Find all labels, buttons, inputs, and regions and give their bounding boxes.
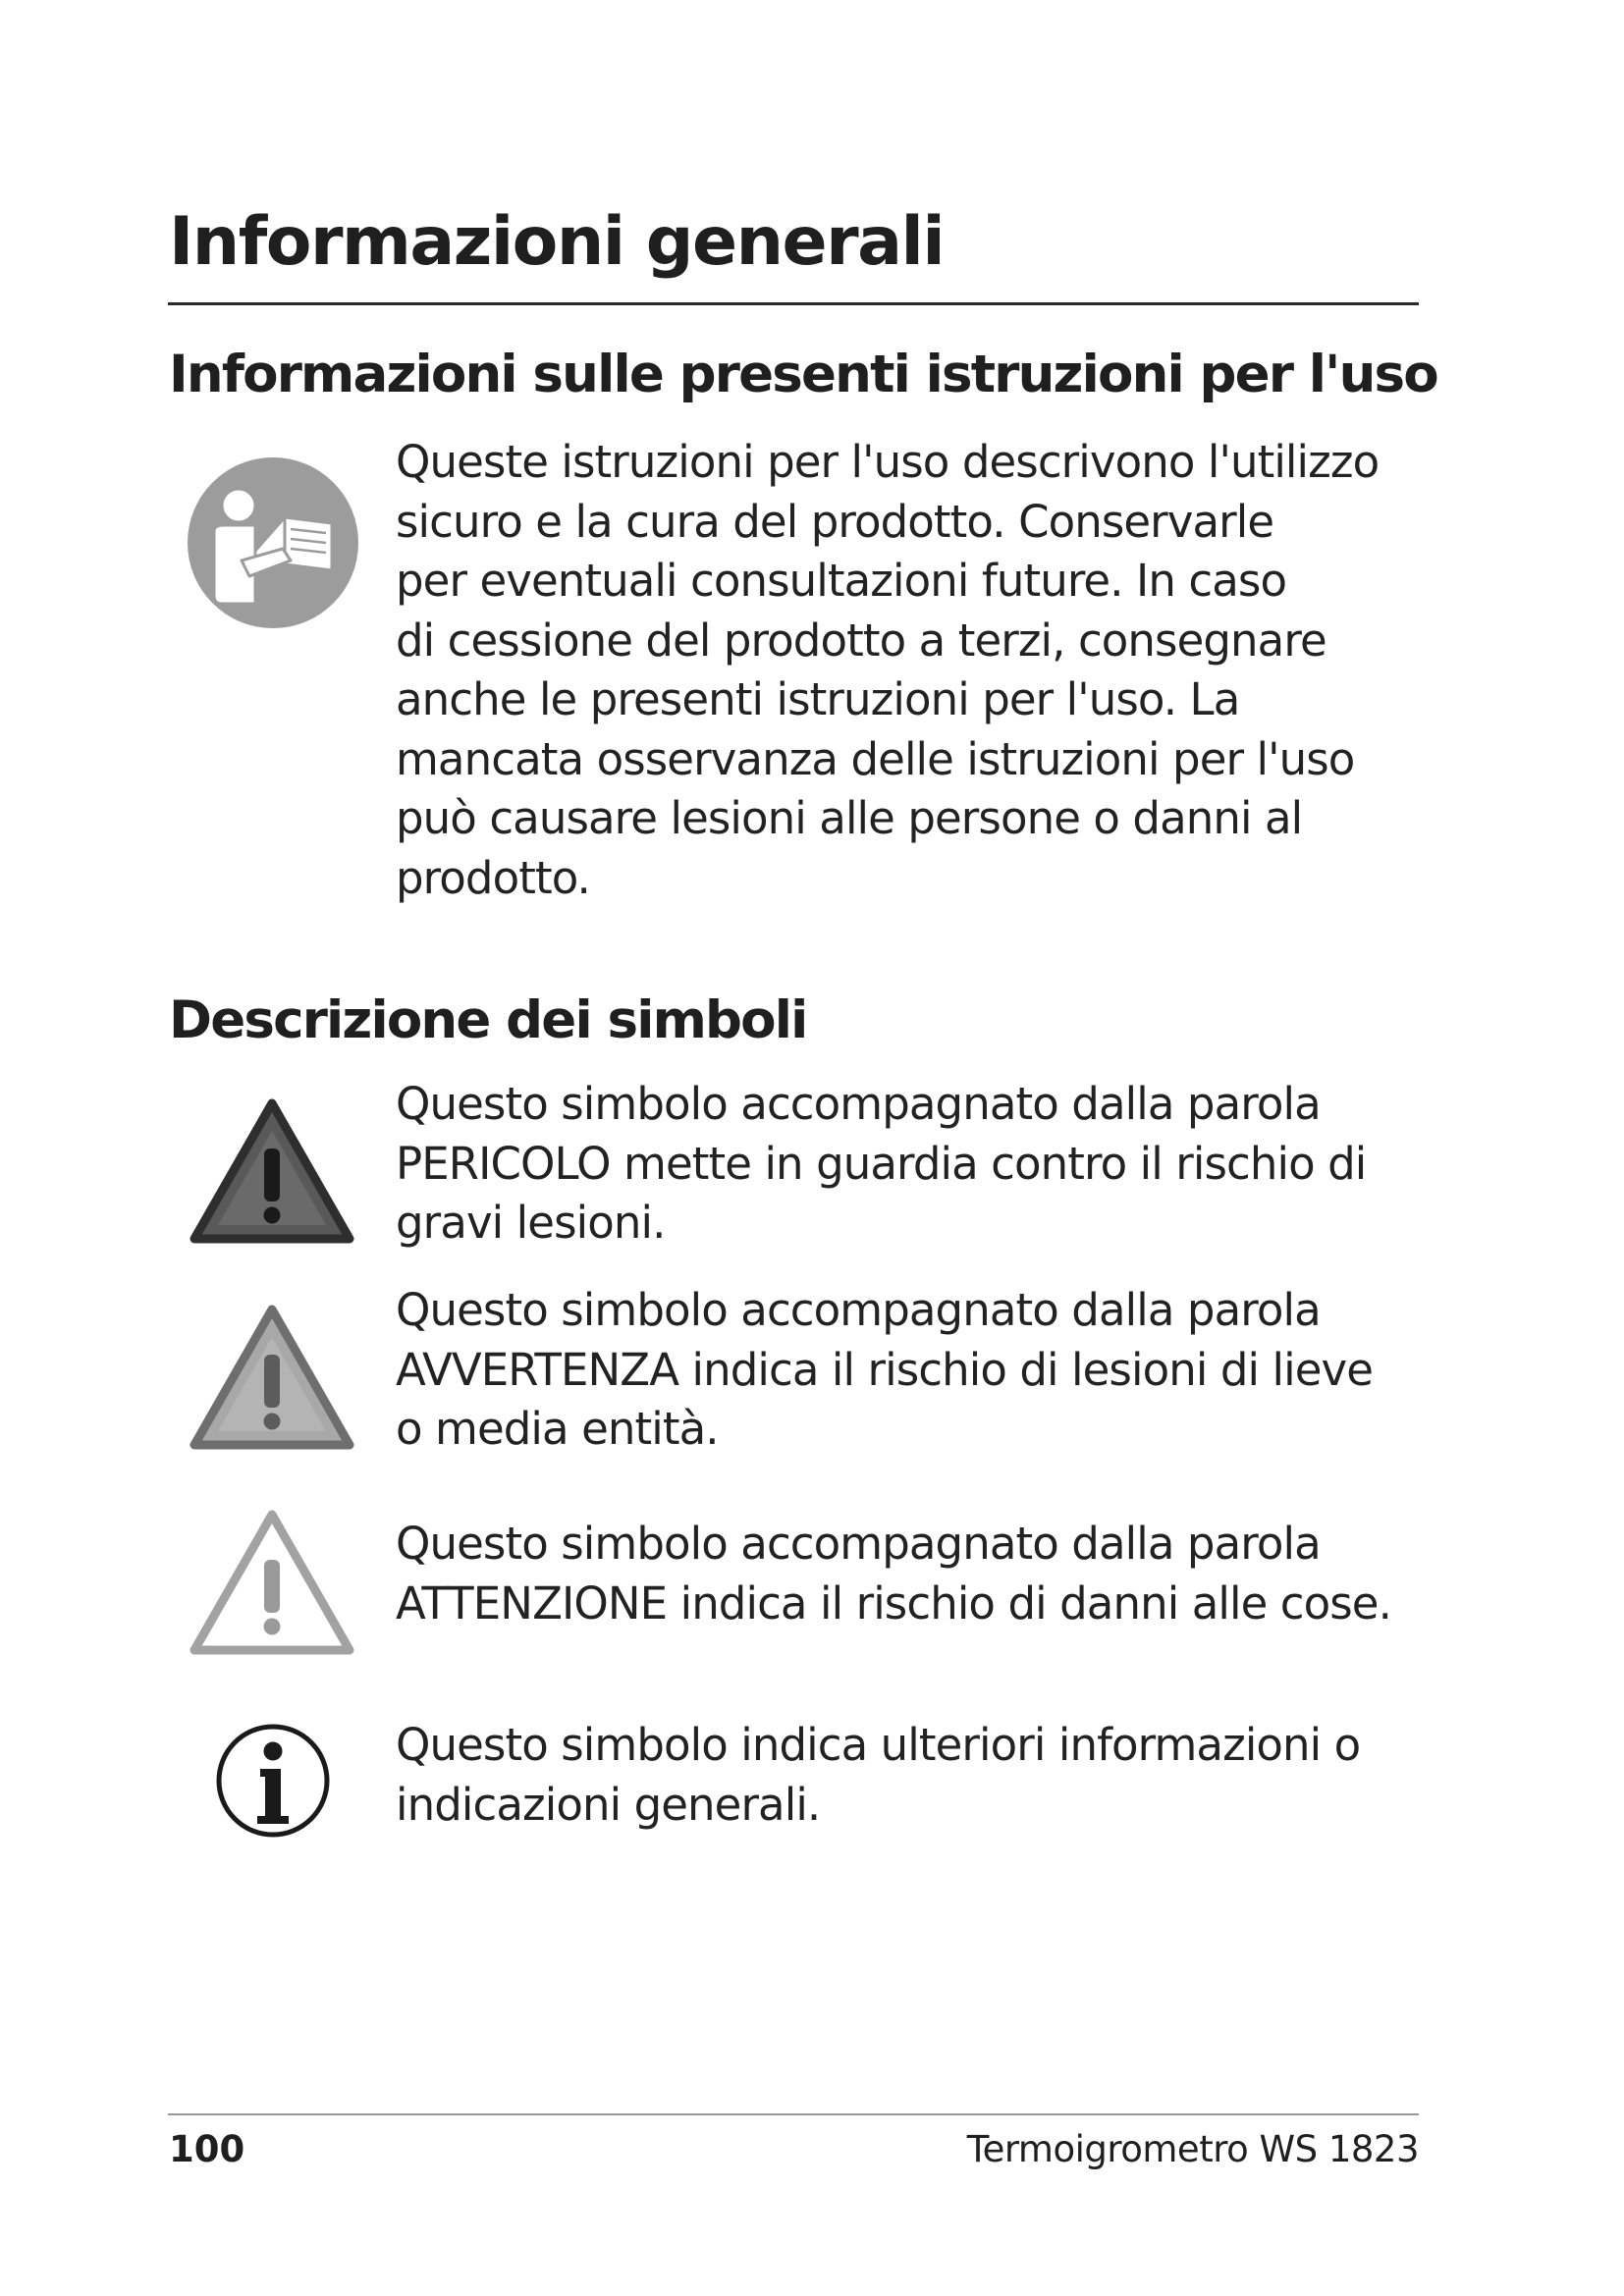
- danger-description: [396, 1075, 1366, 1254]
- footer-divider: [168, 2113, 1419, 2115]
- text-line: gravi lesioni.: [396, 1197, 666, 1249]
- text-line: Questo simbolo accompagnato dalla parola: [396, 1284, 1321, 1336]
- text-line: anche le presenti istruzioni per l'uso. La: [396, 673, 1240, 725]
- text-line: per eventuali consultazioni future. In caso: [396, 555, 1287, 607]
- text-line: sicuro e la cura del prodotto. Conservarle: [396, 495, 1274, 548]
- text-line: Questo simbolo indica ulteriori informazioni o: [396, 1719, 1361, 1771]
- text-line: Questo simbolo accompagnato dalla parola: [396, 1518, 1321, 1570]
- info-description: [396, 1716, 1360, 1835]
- danger-triangle-icon: [189, 1097, 355, 1247]
- text-line: Questo simbolo accompagnato dalla parola: [396, 1078, 1321, 1130]
- warning-description: [396, 1281, 1373, 1460]
- caution-description: [396, 1515, 1391, 1633]
- page-number: 100: [169, 2128, 245, 2170]
- title-divider: [168, 302, 1419, 305]
- text-line: prodotto.: [396, 851, 590, 904]
- text-line: di cessione del prodotto a terzi, consegnare: [396, 614, 1326, 667]
- text-line: può causare lesioni alle persone o danni al: [396, 792, 1303, 844]
- text-line: PERICOLO mette in guardia contro il rischio di: [396, 1137, 1367, 1190]
- caution-triangle-icon: [189, 1509, 355, 1658]
- text-line: o media entità.: [396, 1403, 719, 1455]
- section-heading-instructions: Informazioni sulle presenti istruzioni per l'uso: [169, 345, 1437, 404]
- info-icon: [214, 1722, 332, 1840]
- read-manual-icon: [185, 454, 361, 631]
- text-line: Queste istruzioni per l'uso descrivono l'utilizzo: [396, 436, 1380, 488]
- section-heading-symbols: Descrizione dei simboli: [169, 990, 807, 1050]
- text-line: AVVERTENZA indica il rischio di lesioni di lieve: [396, 1343, 1374, 1396]
- text-line: ATTENZIONE indica il rischio di danni alle cose.: [396, 1576, 1391, 1629]
- text-line: indicazioni generali.: [396, 1778, 821, 1831]
- product-name: Termoigrometro WS 1823: [966, 2128, 1419, 2170]
- warning-triangle-icon: [189, 1304, 355, 1453]
- instructions-paragraph: [396, 433, 1379, 908]
- text-line: mancata osservanza delle istruzioni per l'uso: [396, 732, 1355, 785]
- page-title: Informazioni generali: [169, 203, 945, 281]
